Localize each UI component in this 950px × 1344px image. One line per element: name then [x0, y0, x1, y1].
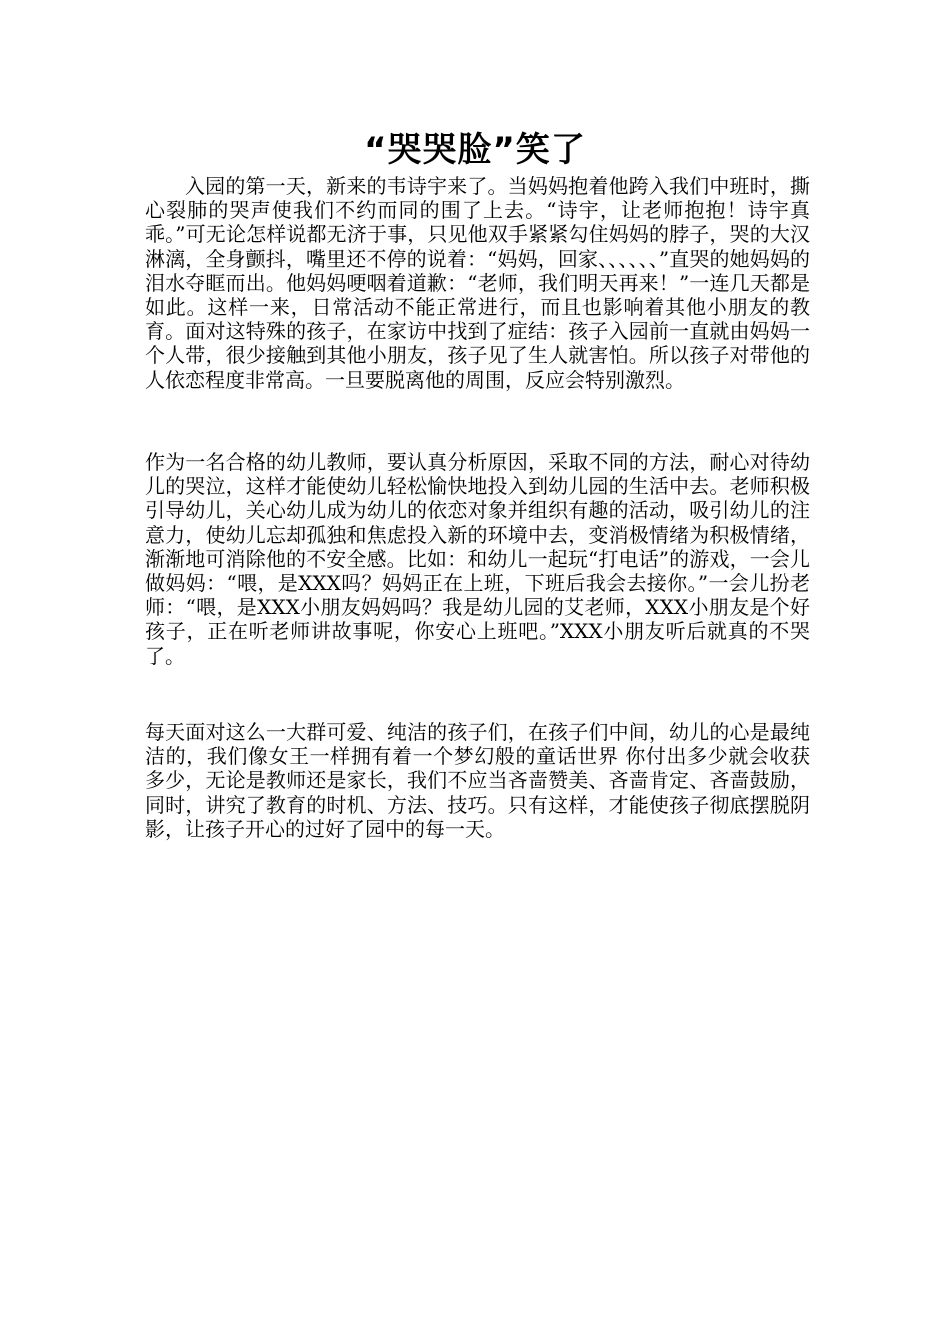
document-title: “哭哭脸”笑了 — [364, 130, 586, 170]
paragraph-2: 作为一名合格的幼儿教师，要认真分析原因，采取不同的方法，耐心对待幼儿的哭泣，这样才能使幼儿轻松愉快地投入到幼儿园的生活中去。老师积极引导幼儿，关心幼儿成为幼儿的依恋对象并组织有趣的活动，吸引幼儿的注意力，使幼儿忘却孤独和焦虑投入新的环境中去，变消极情绪为积极情绪，渐渐地可消除他的不安全感。比如：和幼儿一起玩“打电话”的游戏，一会儿做妈妈：“喂，是XXX吗？妈妈正在上班，下班后我会去接你。”一会儿扮老师：“喂，是XXX小朋友妈妈吗？我是幼儿园的艾老师，XXX小朋友是个好孩子，正在听老师讲故事呢，你安心上班吧。”XXX小朋友听后就真的不哭了。 — [145, 450, 810, 668]
paragraph-1: 入园的第一天，新来的韦诗宇来了。当妈妈抱着他跨入我们中班时，撕心裂肺的哭声使我们不约而同的围了上去。“诗宇，让老师抱抱！诗宇真乖。”可无论怎样说都无济于事，只见他双手紧紧勾住妈妈的脖子，哭的大汉淋漓，全身颤抖，嘴里还不停的说着：“妈妈，回家、、、、、、”直哭的她妈妈的泪水夺眶而出。他妈妈哽咽着道歉：“老师，我们明天再来！”一连几天都是如此。这样一来，日常活动不能正常进行，而且也影响着其他小朋友的教育。面对这特殊的孩子，在家访中找到了症结：孩子入园前一直就由妈妈一个人带，很少接触到其他小朋友，孩子见了生人就害怕。所以孩子对带他的人依恋程度非常高。一旦要脱离他的周围，反应会特别激烈。 — [145, 174, 810, 392]
paragraph-3: 每天面对这么一大群可爱、纯洁的孩子们，在孩子们中间，幼儿的心是最纯洁的，我们像女王一样拥有着一个梦幻般的童话世界 你付出多少就会收获多少，无论是教师还是家长，我们不应当吝啬赞美、吝啬肯定、吝啬鼓励，同时，讲究了教育的时机、方法、技巧。只有这样，才能使孩子彻底摆脱阴影，让孩子开心的过好了园中的每一天。 — [145, 720, 810, 841]
